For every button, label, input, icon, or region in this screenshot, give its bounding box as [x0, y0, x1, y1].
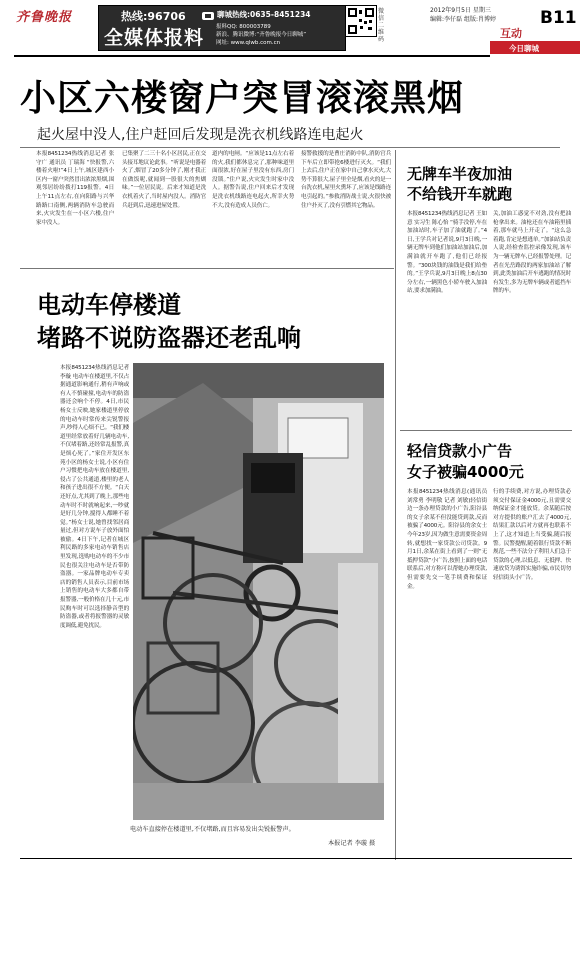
paper-name: 齐鲁晚报: [16, 10, 73, 25]
phone-icon: [201, 8, 215, 22]
designer-line: 组版:肖博婷: [463, 16, 496, 23]
hotline-number: 96706: [147, 10, 186, 23]
lead-headline: 小区六楼窗户突冒滚滚黑烟: [20, 78, 465, 119]
editor-credits: 编辑:李仔磊 组版:肖博婷: [430, 16, 496, 23]
lead-column-4: 接警救援的是曹庄消防中队,消防官兵下车后立即带抢6楼进行灭火。“我们上去后,住户正在家中自己拿水灭火,大势不算很大,屋子里全是烟,看火的是一台洗衣机,屋里火熏坏了,应该是线路连电引起的。”参救消防战士说,火很快被住户扑灭了,没有引燃其它物品。: [301, 151, 391, 209]
lead-right-rule: [395, 150, 396, 860]
ebike-headline-line-1: 电动车停楼道: [37, 291, 181, 319]
page-number: B11: [540, 8, 577, 28]
lead-bottom-rule: [20, 268, 394, 269]
hotline-label: 热线:96706: [121, 10, 186, 23]
plate-column-1: 本报8451234热线消息记者 王如意 实习生 陈心怡 “骑手没停,车在加油站时,车子加了油就跑了。”4日,王学兵对记者说,9月3日晚,一辆无牌车到他们加油站加油后,加满油就开车跑了,他们已经报警。“300块钱的油钱是我们给垫的。”王学兵说,9月3日晚上8点30分左右,一辆黑色小轿车驶入加油站,要求加满油。: [407, 211, 487, 295]
loan-column-1: 本报8451234热线消息(通讯员 刘常勇 李明敬 记者 刘敏)轻信街边一条办理贷款的小广告,阳谷县的女子余某不但没能贷到款,反而被骗了4000元。阳谷县的余女士今年23岁,因为做生意需要资金周转,就想找一家贷款公司贷款。9月1日,余某在街上看到了一则“无抵押贷款”小广告,按照上面的电话联系后,对方称可以帮她办理贷款,但需要先交一笔手续费和保证金。: [407, 489, 487, 590]
lead-column-2: 已集聚了二三十名小区居民,正在交头接耳地议论此事。“听说是电器着火了,烟冒了20多分钟了,刚才我正在做饭呢,就闻到一股很大的焦煳味。”一位居民说。后来才知道是洗衣机着火了,当时屋内没人。消防官兵赶到后,迅速进屋处置。: [122, 151, 206, 209]
ebike-photo-credit: 本报记者 李璇 摄: [328, 840, 376, 847]
issue-date: 2012年9月5日 星期三: [430, 7, 491, 14]
page-bottom-rule: [20, 858, 572, 859]
lead-column-3: 道内的电闸。“应该是11点左右着的火,我们都休息完了,那种味道里面很浓,好在屋子里没有东西,房门没锁。”住户说,火灾发生时家中没人。据警告说,住户回来后才发现是洗衣机线路连电起火,所幸火势不大,没有造成人员伤亡。: [212, 151, 294, 209]
qr-caption: 微信二维码: [378, 8, 385, 43]
loan-headline-line-2: 女子被骗4000元: [407, 463, 524, 481]
plate-column-2: 关,加油工惑觉不对劲,没有把油枪拿出来。油枪还在车油箱里插着,那车就马上开走了。“这么急着跑,肯定是想逃单。”加油站负责人说,经检查监控录像发现,该车为一辆无牌车,已经报警处理。记者在光岳路段的两家加油站了解到,此类加油后开车逃跑的情况时有发生,多为无牌车辆或者遮挡车牌的车。: [493, 211, 571, 295]
masthead: [0, 0, 580, 60]
ebike-photo: [133, 363, 384, 820]
ebike-body: 本报8451234热线消息记者 李璇 电动车在楼道里,不仅占据通道影响通行,稍有声响或有人不慎碰撞,电动车的防盗器还会响个不停。4日,市民杨女士反映,她家楼道里停放的电动车时常传来尖锐警报声,吵得人心烦不已。“我们楼道里经常放着好几辆电动车,不仅堵着路,还经常乱报警,真是烦心死了。”家住开发区东苑小区的杨女士说,小区有住户习惯把电动车放在楼道里,侵占了公共通道,楼里的老人和孩子进出很不方便。“白天还好点,尤其到了晚上,那些电动车时不时就响起来,一吵就是好几分钟,搅得人都睡不着觉。”杨女士说,她曾找邻居商量过,但对方说车子放外面怕被偷。4日下午,记者在城区利民路的多家电动车销售店里发现,选购电动车的不少市民也很关注电动车是否带防盗器。一家品牌电动车专卖店的销售人员表示,目前市场上销售的电动车大多都自带报警器,一般价格在几十元,市民购车时可以选择静音型的防盗器,或者将报警器的灵敏度调低,避免扰民。: [60, 365, 129, 629]
loan-headline-line-1: 轻信贷款小广告: [407, 442, 513, 460]
lead-subheadline: 起火屋中没人,住户赶回后发现是洗衣机线路连电起火: [37, 127, 364, 143]
weekday: 星期三: [472, 7, 491, 14]
plate-headline-line-1: 无牌车半夜加油: [407, 165, 513, 183]
ebike-photo-caption: 电动车直接停在楼道里,不仅堵路,而且容易发出尖锐报警声。: [130, 826, 295, 833]
subsection-label: 今日聊城: [509, 44, 539, 53]
weibo-line: 新浪、腾讯微博:“齐鲁晚报今日聊城”: [216, 32, 307, 38]
liaocheng-hotline: 聊城热线:0635-8451234: [217, 10, 311, 19]
loan-column-2: 行的手续费,对方说,办理贷款必须交付保证金4000元,且需要交纳保证金才能放贷。余某随后按对方提供的账户汇去了4000元,结果汇款以后对方就再也联系不上了,这才知道上当受骗,随后报警。民警提醒,随着银行贷款不断规范,一些不法分子利用人们急于贷款的心理,以低息、无抵押、快速放贷为诱饵实施诈骗,市民切勿轻信街头小广告。: [493, 489, 571, 581]
plate-headline-line-2: 不给钱开车就跑: [407, 185, 513, 203]
lead-divider: [20, 147, 560, 148]
qq-line: 报料QQ: 800003789: [216, 24, 271, 30]
web-line: 网址: www.qlwb.com.cn: [216, 40, 281, 46]
lead-column-1: 本报8451234热线消息记者 张守广 通讯员 丁瑞海 “快报警,六楼着火啦!”4日上午,城区建西小区内一窗户突然冒出浓浓黑烟,围观邻居纷纷拨打119报警。4日上午11点左右,在向阳路与兴华路路口南侧,两辆消防车急驶而来,火灾发生在一小区六楼,住户家中没人。: [36, 151, 114, 226]
qr-code-icon: [345, 5, 377, 37]
plate-bottom-rule: [400, 430, 572, 431]
media-tag: 全媒体报料: [104, 27, 205, 49]
ebike-headline-line-2: 堵路不说防盗器还老乱响: [37, 324, 301, 352]
section-label: 互动: [500, 27, 522, 40]
masthead-rule: [14, 55, 490, 57]
